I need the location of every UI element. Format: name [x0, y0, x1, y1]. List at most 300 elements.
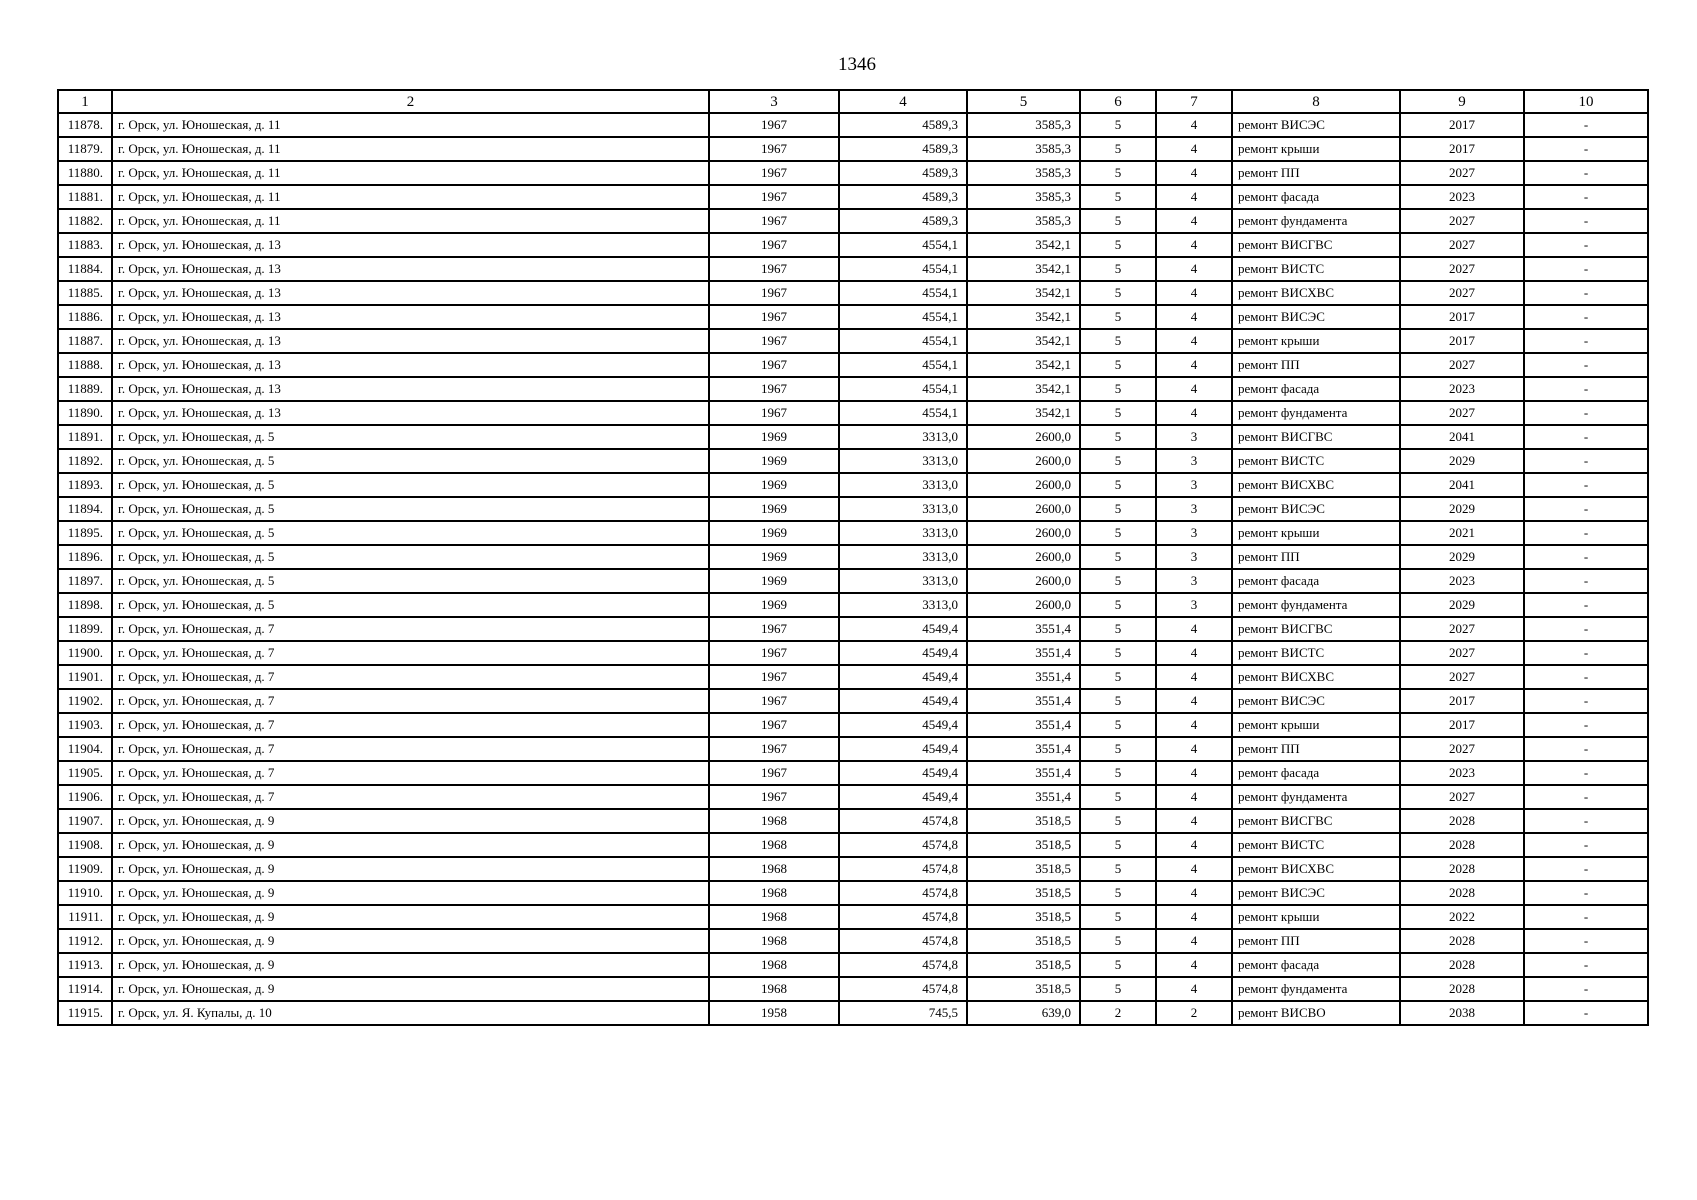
cell-living-area: 3542,1 — [967, 305, 1080, 329]
cell-note: - — [1524, 617, 1648, 641]
cell-floors: 5 — [1080, 641, 1156, 665]
cell-address: г. Орск, ул. Юношеская, д. 13 — [112, 233, 709, 257]
cell-living-area: 2600,0 — [967, 425, 1080, 449]
column-header: 8 — [1232, 90, 1400, 113]
cell-living-area: 3551,4 — [967, 617, 1080, 641]
cell-entrances: 4 — [1156, 785, 1232, 809]
table-row — [58, 473, 1648, 497]
cell-row-number: 11904. — [58, 737, 112, 761]
cell-entrances: 3 — [1156, 545, 1232, 569]
table-row — [58, 257, 1648, 281]
cell-floors: 5 — [1080, 713, 1156, 737]
cell-total-area: 4574,8 — [839, 905, 967, 929]
cell-floors: 5 — [1080, 425, 1156, 449]
cell-living-area: 3518,5 — [967, 977, 1080, 1001]
cell-floors: 5 — [1080, 377, 1156, 401]
cell-row-number: 11907. — [58, 809, 112, 833]
cell-row-number: 11903. — [58, 713, 112, 737]
cell-year-built: 1967 — [709, 713, 839, 737]
cell-total-area: 4549,4 — [839, 641, 967, 665]
cell-living-area: 3585,3 — [967, 137, 1080, 161]
cell-entrances: 2 — [1156, 1001, 1232, 1025]
cell-total-area: 4549,4 — [839, 737, 967, 761]
table-row — [58, 761, 1648, 785]
cell-note: - — [1524, 929, 1648, 953]
cell-address: г. Орск, ул. Юношеская, д. 7 — [112, 713, 709, 737]
cell-entrances: 4 — [1156, 305, 1232, 329]
cell-note: - — [1524, 233, 1648, 257]
cell-living-area: 3585,3 — [967, 113, 1080, 137]
cell-floors: 5 — [1080, 521, 1156, 545]
cell-living-area: 3518,5 — [967, 881, 1080, 905]
cell-year-built: 1967 — [709, 617, 839, 641]
cell-entrances: 4 — [1156, 233, 1232, 257]
cell-row-number: 11893. — [58, 473, 112, 497]
cell-work-type: ремонт фасада — [1232, 185, 1400, 209]
cell-year-built: 1969 — [709, 497, 839, 521]
cell-address: г. Орск, ул. Юношеская, д. 9 — [112, 953, 709, 977]
table-row — [58, 497, 1648, 521]
cell-address: г. Орск, ул. Юношеская, д. 5 — [112, 521, 709, 545]
cell-row-number: 11905. — [58, 761, 112, 785]
table-row — [58, 785, 1648, 809]
table-row — [58, 185, 1648, 209]
cell-living-area: 3551,4 — [967, 785, 1080, 809]
cell-entrances: 4 — [1156, 689, 1232, 713]
cell-row-number: 11898. — [58, 593, 112, 617]
cell-floors: 5 — [1080, 665, 1156, 689]
cell-living-area: 2600,0 — [967, 473, 1080, 497]
cell-address: г. Орск, ул. Юношеская, д. 7 — [112, 737, 709, 761]
cell-address: г. Орск, ул. Юношеская, д. 5 — [112, 545, 709, 569]
cell-planned-year: 2023 — [1400, 569, 1524, 593]
cell-entrances: 3 — [1156, 425, 1232, 449]
cell-work-type: ремонт ВИСХВС — [1232, 473, 1400, 497]
cell-work-type: ремонт ВИСТС — [1232, 833, 1400, 857]
cell-total-area: 3313,0 — [839, 425, 967, 449]
cell-floors: 5 — [1080, 881, 1156, 905]
cell-living-area: 3585,3 — [967, 185, 1080, 209]
cell-row-number: 11890. — [58, 401, 112, 425]
cell-planned-year: 2027 — [1400, 281, 1524, 305]
cell-work-type: ремонт ВИСЭС — [1232, 881, 1400, 905]
cell-address: г. Орск, ул. Юношеская, д. 13 — [112, 353, 709, 377]
cell-row-number: 11906. — [58, 785, 112, 809]
cell-planned-year: 2017 — [1400, 113, 1524, 137]
cell-address: г. Орск, ул. Юношеская, д. 5 — [112, 425, 709, 449]
cell-entrances: 4 — [1156, 737, 1232, 761]
cell-year-built: 1967 — [709, 113, 839, 137]
cell-note: - — [1524, 257, 1648, 281]
table-body — [58, 113, 1648, 1025]
cell-entrances: 3 — [1156, 449, 1232, 473]
cell-address: г. Орск, ул. Юношеская, д. 13 — [112, 401, 709, 425]
cell-floors: 5 — [1080, 833, 1156, 857]
cell-year-built: 1969 — [709, 593, 839, 617]
cell-row-number: 11896. — [58, 545, 112, 569]
cell-work-type: ремонт фундамента — [1232, 977, 1400, 1001]
cell-entrances: 3 — [1156, 593, 1232, 617]
cell-entrances: 3 — [1156, 569, 1232, 593]
cell-planned-year: 2038 — [1400, 1001, 1524, 1025]
cell-total-area: 4574,8 — [839, 929, 967, 953]
cell-note: - — [1524, 569, 1648, 593]
cell-row-number: 11897. — [58, 569, 112, 593]
cell-living-area: 2600,0 — [967, 593, 1080, 617]
table-row — [58, 113, 1648, 137]
cell-total-area: 4554,1 — [839, 305, 967, 329]
cell-row-number: 11886. — [58, 305, 112, 329]
cell-note: - — [1524, 857, 1648, 881]
cell-note: - — [1524, 209, 1648, 233]
cell-address: г. Орск, ул. Юношеская, д. 13 — [112, 329, 709, 353]
cell-row-number: 11910. — [58, 881, 112, 905]
cell-planned-year: 2023 — [1400, 377, 1524, 401]
cell-total-area: 3313,0 — [839, 449, 967, 473]
cell-living-area: 3542,1 — [967, 233, 1080, 257]
cell-floors: 5 — [1080, 449, 1156, 473]
cell-planned-year: 2028 — [1400, 857, 1524, 881]
table-header-row — [58, 90, 1648, 113]
cell-living-area: 2600,0 — [967, 545, 1080, 569]
cell-total-area: 4574,8 — [839, 833, 967, 857]
cell-entrances: 4 — [1156, 161, 1232, 185]
cell-year-built: 1967 — [709, 281, 839, 305]
cell-planned-year: 2027 — [1400, 209, 1524, 233]
cell-floors: 5 — [1080, 281, 1156, 305]
cell-floors: 5 — [1080, 257, 1156, 281]
cell-total-area: 4589,3 — [839, 161, 967, 185]
cell-work-type: ремонт фундамента — [1232, 401, 1400, 425]
cell-planned-year: 2022 — [1400, 905, 1524, 929]
cell-row-number: 11913. — [58, 953, 112, 977]
cell-planned-year: 2017 — [1400, 137, 1524, 161]
cell-year-built: 1967 — [709, 305, 839, 329]
cell-address: г. Орск, ул. Юношеская, д. 7 — [112, 617, 709, 641]
cell-living-area: 2600,0 — [967, 497, 1080, 521]
cell-year-built: 1967 — [709, 665, 839, 689]
cell-entrances: 4 — [1156, 281, 1232, 305]
cell-floors: 5 — [1080, 593, 1156, 617]
cell-year-built: 1968 — [709, 809, 839, 833]
cell-floors: 5 — [1080, 689, 1156, 713]
cell-planned-year: 2021 — [1400, 521, 1524, 545]
cell-entrances: 4 — [1156, 953, 1232, 977]
cell-living-area: 2600,0 — [967, 449, 1080, 473]
cell-address: г. Орск, ул. Юношеская, д. 13 — [112, 305, 709, 329]
cell-row-number: 11894. — [58, 497, 112, 521]
cell-year-built: 1967 — [709, 353, 839, 377]
table-row — [58, 401, 1648, 425]
cell-note: - — [1524, 473, 1648, 497]
cell-address: г. Орск, ул. Юношеская, д. 9 — [112, 905, 709, 929]
cell-year-built: 1967 — [709, 233, 839, 257]
cell-living-area: 3551,4 — [967, 689, 1080, 713]
cell-living-area: 3542,1 — [967, 329, 1080, 353]
cell-living-area: 3542,1 — [967, 281, 1080, 305]
cell-work-type: ремонт крыши — [1232, 329, 1400, 353]
cell-floors: 5 — [1080, 233, 1156, 257]
cell-floors: 5 — [1080, 737, 1156, 761]
cell-address: г. Орск, ул. Юношеская, д. 13 — [112, 281, 709, 305]
cell-year-built: 1958 — [709, 1001, 839, 1025]
cell-note: - — [1524, 305, 1648, 329]
cell-entrances: 4 — [1156, 665, 1232, 689]
cell-note: - — [1524, 545, 1648, 569]
cell-year-built: 1968 — [709, 857, 839, 881]
cell-note: - — [1524, 665, 1648, 689]
cell-total-area: 4549,4 — [839, 665, 967, 689]
cell-year-built: 1968 — [709, 953, 839, 977]
cell-address: г. Орск, ул. Юношеская, д. 9 — [112, 809, 709, 833]
cell-planned-year: 2027 — [1400, 737, 1524, 761]
cell-entrances: 4 — [1156, 881, 1232, 905]
cell-note: - — [1524, 449, 1648, 473]
table-row — [58, 665, 1648, 689]
cell-entrances: 3 — [1156, 497, 1232, 521]
cell-work-type: ремонт фундамента — [1232, 209, 1400, 233]
cell-floors: 5 — [1080, 761, 1156, 785]
cell-total-area: 4554,1 — [839, 257, 967, 281]
cell-floors: 5 — [1080, 977, 1156, 1001]
cell-address: г. Орск, ул. Юношеская, д. 11 — [112, 113, 709, 137]
table-row — [58, 209, 1648, 233]
cell-total-area: 3313,0 — [839, 473, 967, 497]
cell-planned-year: 2027 — [1400, 233, 1524, 257]
cell-note: - — [1524, 737, 1648, 761]
column-header: 9 — [1400, 90, 1524, 113]
cell-total-area: 4554,1 — [839, 377, 967, 401]
cell-planned-year: 2027 — [1400, 353, 1524, 377]
cell-living-area: 3518,5 — [967, 929, 1080, 953]
cell-living-area: 3551,4 — [967, 737, 1080, 761]
cell-work-type: ремонт ПП — [1232, 737, 1400, 761]
cell-living-area: 3551,4 — [967, 761, 1080, 785]
column-header: 7 — [1156, 90, 1232, 113]
cell-floors: 5 — [1080, 929, 1156, 953]
cell-living-area: 3542,1 — [967, 401, 1080, 425]
cell-entrances: 3 — [1156, 473, 1232, 497]
cell-row-number: 11901. — [58, 665, 112, 689]
cell-living-area: 3518,5 — [967, 809, 1080, 833]
table-row — [58, 569, 1648, 593]
cell-work-type: ремонт ВИСГВС — [1232, 425, 1400, 449]
cell-address: г. Орск, ул. Юношеская, д. 7 — [112, 665, 709, 689]
cell-address: г. Орск, ул. Юношеская, д. 9 — [112, 977, 709, 1001]
cell-row-number: 11912. — [58, 929, 112, 953]
cell-total-area: 4549,4 — [839, 785, 967, 809]
cell-row-number: 11889. — [58, 377, 112, 401]
cell-planned-year: 2028 — [1400, 833, 1524, 857]
cell-address: г. Орск, ул. Юношеская, д. 5 — [112, 473, 709, 497]
cell-row-number: 11914. — [58, 977, 112, 1001]
cell-living-area: 3518,5 — [967, 857, 1080, 881]
cell-year-built: 1969 — [709, 449, 839, 473]
cell-address: г. Орск, ул. Юношеская, д. 5 — [112, 449, 709, 473]
cell-note: - — [1524, 329, 1648, 353]
cell-year-built: 1967 — [709, 137, 839, 161]
cell-entrances: 4 — [1156, 377, 1232, 401]
cell-total-area: 4549,4 — [839, 761, 967, 785]
cell-floors: 5 — [1080, 329, 1156, 353]
repair-schedule-table — [57, 89, 1649, 1026]
cell-work-type: ремонт фундамента — [1232, 593, 1400, 617]
cell-planned-year: 2027 — [1400, 161, 1524, 185]
cell-row-number: 11885. — [58, 281, 112, 305]
column-header: 1 — [58, 90, 112, 113]
cell-work-type: ремонт крыши — [1232, 521, 1400, 545]
cell-entrances: 4 — [1156, 401, 1232, 425]
cell-floors: 5 — [1080, 473, 1156, 497]
table-row — [58, 881, 1648, 905]
cell-row-number: 11880. — [58, 161, 112, 185]
cell-planned-year: 2028 — [1400, 977, 1524, 1001]
cell-address: г. Орск, ул. Юношеская, д. 11 — [112, 185, 709, 209]
cell-row-number: 11900. — [58, 641, 112, 665]
cell-planned-year: 2023 — [1400, 761, 1524, 785]
cell-note: - — [1524, 905, 1648, 929]
cell-note: - — [1524, 881, 1648, 905]
cell-planned-year: 2028 — [1400, 809, 1524, 833]
cell-year-built: 1969 — [709, 473, 839, 497]
cell-floors: 5 — [1080, 569, 1156, 593]
cell-entrances: 4 — [1156, 113, 1232, 137]
table-row — [58, 689, 1648, 713]
column-header: 4 — [839, 90, 967, 113]
cell-total-area: 4574,8 — [839, 977, 967, 1001]
cell-row-number: 11883. — [58, 233, 112, 257]
cell-note: - — [1524, 953, 1648, 977]
cell-work-type: ремонт ВИСЭС — [1232, 497, 1400, 521]
cell-work-type: ремонт фасада — [1232, 953, 1400, 977]
cell-row-number: 11899. — [58, 617, 112, 641]
cell-note: - — [1524, 641, 1648, 665]
cell-address: г. Орск, ул. Юношеская, д. 5 — [112, 593, 709, 617]
cell-planned-year: 2027 — [1400, 641, 1524, 665]
table-row — [58, 905, 1648, 929]
cell-row-number: 11902. — [58, 689, 112, 713]
cell-note: - — [1524, 977, 1648, 1001]
cell-year-built: 1967 — [709, 209, 839, 233]
cell-floors: 5 — [1080, 545, 1156, 569]
cell-total-area: 4589,3 — [839, 113, 967, 137]
cell-floors: 5 — [1080, 137, 1156, 161]
cell-living-area: 3585,3 — [967, 209, 1080, 233]
cell-work-type: ремонт ВИСВО — [1232, 1001, 1400, 1025]
cell-planned-year: 2027 — [1400, 257, 1524, 281]
cell-note: - — [1524, 353, 1648, 377]
cell-note: - — [1524, 377, 1648, 401]
cell-year-built: 1967 — [709, 161, 839, 185]
cell-floors: 5 — [1080, 809, 1156, 833]
cell-planned-year: 2028 — [1400, 953, 1524, 977]
cell-entrances: 4 — [1156, 257, 1232, 281]
cell-work-type: ремонт ВИСХВС — [1232, 857, 1400, 881]
column-header: 5 — [967, 90, 1080, 113]
cell-work-type: ремонт ВИСЭС — [1232, 113, 1400, 137]
table-row — [58, 833, 1648, 857]
cell-total-area: 4549,4 — [839, 689, 967, 713]
cell-total-area: 4574,8 — [839, 857, 967, 881]
cell-total-area: 3313,0 — [839, 545, 967, 569]
cell-floors: 5 — [1080, 617, 1156, 641]
cell-address: г. Орск, ул. Юношеская, д. 9 — [112, 857, 709, 881]
cell-work-type: ремонт ВИСХВС — [1232, 665, 1400, 689]
cell-living-area: 2600,0 — [967, 521, 1080, 545]
cell-work-type: ремонт ВИСГВС — [1232, 233, 1400, 257]
cell-work-type: ремонт ВИСТС — [1232, 257, 1400, 281]
cell-floors: 5 — [1080, 209, 1156, 233]
cell-note: - — [1524, 161, 1648, 185]
cell-floors: 5 — [1080, 161, 1156, 185]
cell-planned-year: 2027 — [1400, 401, 1524, 425]
table-row — [58, 137, 1648, 161]
cell-living-area: 3518,5 — [967, 833, 1080, 857]
table-row — [58, 809, 1648, 833]
cell-planned-year: 2041 — [1400, 425, 1524, 449]
cell-living-area: 2600,0 — [967, 569, 1080, 593]
cell-work-type: ремонт ВИСГВС — [1232, 617, 1400, 641]
cell-note: - — [1524, 593, 1648, 617]
table-row — [58, 929, 1648, 953]
cell-note: - — [1524, 833, 1648, 857]
table-row — [58, 857, 1648, 881]
table-row — [58, 377, 1648, 401]
cell-row-number: 11878. — [58, 113, 112, 137]
cell-floors: 5 — [1080, 497, 1156, 521]
cell-entrances: 4 — [1156, 977, 1232, 1001]
cell-year-built: 1969 — [709, 569, 839, 593]
table-row — [58, 281, 1648, 305]
cell-address: г. Орск, ул. Юношеская, д. 11 — [112, 161, 709, 185]
cell-year-built: 1969 — [709, 545, 839, 569]
cell-planned-year: 2029 — [1400, 545, 1524, 569]
table-row — [58, 713, 1648, 737]
cell-work-type: ремонт ПП — [1232, 545, 1400, 569]
table-row — [58, 233, 1648, 257]
cell-note: - — [1524, 809, 1648, 833]
cell-year-built: 1967 — [709, 761, 839, 785]
cell-year-built: 1969 — [709, 425, 839, 449]
cell-year-built: 1967 — [709, 641, 839, 665]
cell-planned-year: 2028 — [1400, 929, 1524, 953]
cell-year-built: 1968 — [709, 929, 839, 953]
cell-entrances: 4 — [1156, 833, 1232, 857]
cell-entrances: 4 — [1156, 929, 1232, 953]
cell-address: г. Орск, ул. Юношеская, д. 7 — [112, 689, 709, 713]
cell-address: г. Орск, ул. Юношеская, д. 9 — [112, 929, 709, 953]
table-row — [58, 545, 1648, 569]
table-row — [58, 161, 1648, 185]
cell-total-area: 4589,3 — [839, 137, 967, 161]
cell-note: - — [1524, 521, 1648, 545]
cell-row-number: 11908. — [58, 833, 112, 857]
cell-total-area: 4589,3 — [839, 185, 967, 209]
cell-entrances: 4 — [1156, 905, 1232, 929]
cell-floors: 5 — [1080, 905, 1156, 929]
cell-address: г. Орск, ул. Юношеская, д. 11 — [112, 137, 709, 161]
cell-work-type: ремонт ВИСЭС — [1232, 305, 1400, 329]
cell-address: г. Орск, ул. Юношеская, д. 5 — [112, 569, 709, 593]
cell-year-built: 1967 — [709, 329, 839, 353]
cell-total-area: 4589,3 — [839, 209, 967, 233]
cell-note: - — [1524, 185, 1648, 209]
cell-year-built: 1968 — [709, 977, 839, 1001]
cell-note: - — [1524, 1001, 1648, 1025]
cell-entrances: 4 — [1156, 713, 1232, 737]
cell-row-number: 11911. — [58, 905, 112, 929]
cell-floors: 5 — [1080, 857, 1156, 881]
